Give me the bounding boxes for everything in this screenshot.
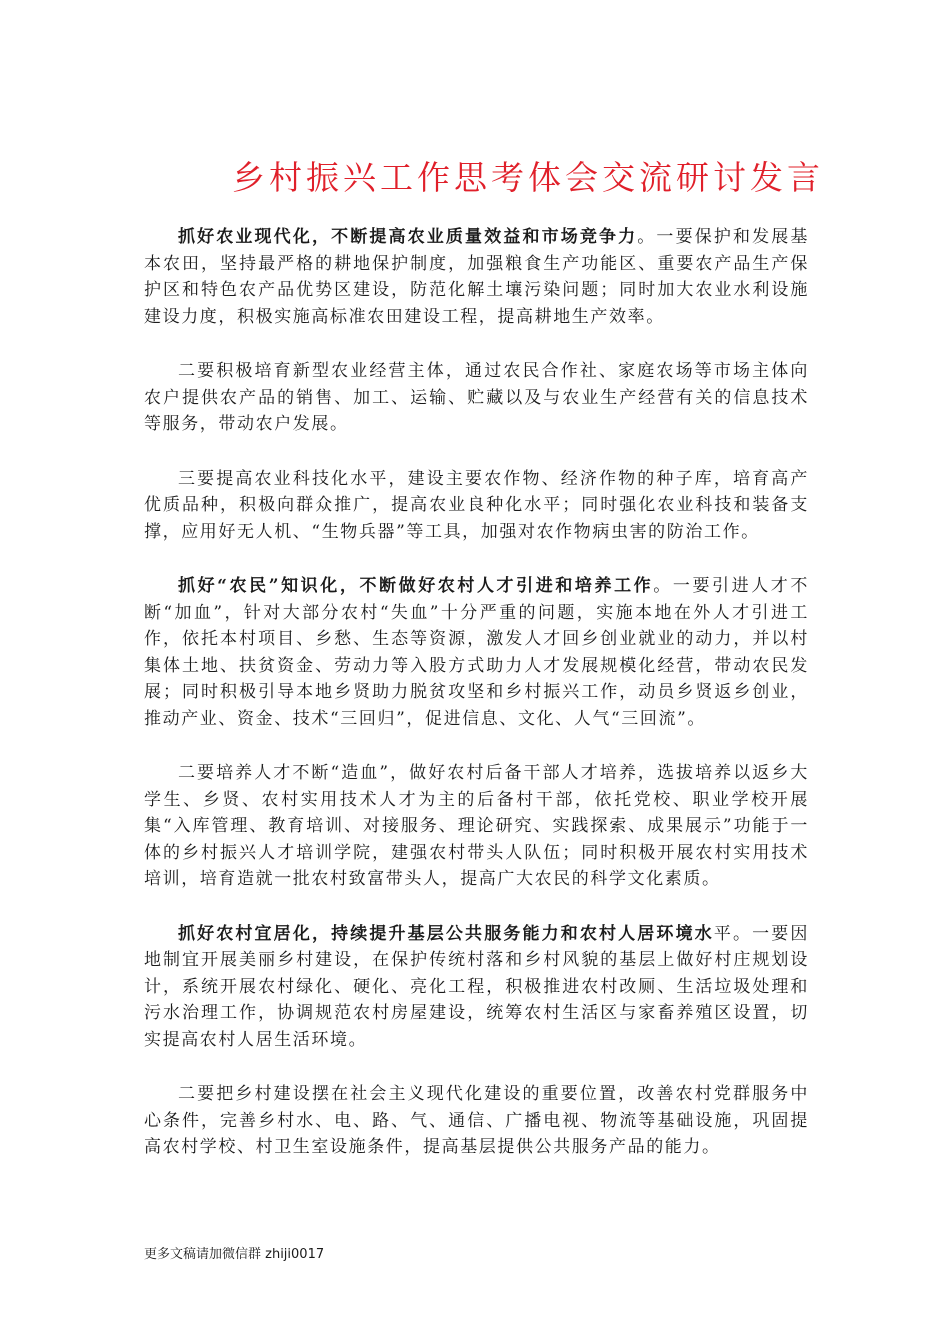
document-body: [144, 224, 809, 1189]
paragraph-text: 三要提高农业科技化水平，建设主要农作物、经济作物的种子库，培育高产优质品种，积极向群众推广，提高农业良种化水平；同时强化农业科技和装备支撑，应用好无人机、“生物兵器”等工具，加强对农作物病虫害的防治工作。: [144, 468, 809, 542]
paragraph-text: 二要把乡村建设摆在社会主义现代化建设的重要位置，改善农村党群服务中心条件，完善乡村水、电、路、气、通信、广播电视、物流等基础设施，巩固提高农村学校、村卫生室设施条件，提高基层提供公共服务产品的能力。: [144, 1084, 809, 1157]
paragraph-text: 二要培养人才不断“造血”，做好农村后备干部人才培养，选拔培养以返乡大学生、乡贤、农村实用技术人才为主的后备村干部，依托党校、职业学校开展集“入库管理、教育培训、对接服务、理论研究、实践探索、成果展示”功能于一体的乡村振兴人才培训学院，建强农村带头人队伍；同时积极开展农村实用技术培训，培育造就一批农村致富带头人，提高广大农民的科学文化素质。: [144, 763, 809, 889]
paragraph-5: [144, 760, 809, 893]
footer-note: 更多文稿请加微信群 zhiji0017: [144, 1247, 325, 1262]
paragraph-text: 平。一要因地制宜开展美丽乡村建设，在保护传统村落和乡村风貌的基层上做好村庄规划设计，系统开展农村绿化、硬化、亮化工程，积极推进农村改厕、生活垃圾处理和污水治理工作，协调规范农村房屋建设，统筹农村生活区与家畜养殖区设置，切实提高农村人居生活环境。: [144, 923, 809, 1050]
paragraph-heading: 抓好农村宜居化，持续提升基层公共服务能力和农村人居环境水: [178, 923, 714, 944]
paragraph-1: [144, 224, 809, 330]
paragraph-2: [144, 358, 809, 438]
paragraph-3: [144, 466, 809, 546]
paragraph-heading: 抓好“农民”知识化，不断做好农村人才引进和培养工作: [178, 576, 654, 596]
paragraph-6: [144, 921, 809, 1054]
paragraph-text: 。一要保护和发展基本农田，坚持最严格的耕地保护制度，加强粮食生产功能区、重要农产品生产保护区和特色农产品优势区建设，防范化解土壤污染问题；同时加大农业水利设施建设力度，积极实施高标准农田建设工程，提高耕地生产效率。: [144, 227, 809, 327]
paragraph-heading: 抓好农业现代化，不断提高农业质量效益和市场竞争力: [178, 227, 638, 247]
paragraph-text: 二要积极培育新型农业经营主体，通过农民合作社、家庭农场等市场主体向农户提供农产品的销售、加工、运输、贮藏以及与农业生产经营有关的信息技术等服务，带动农户发展。: [144, 361, 809, 434]
paragraph-7: [144, 1081, 809, 1161]
paragraph-text: 。一要引进人才不断“加血”，针对大部分农村“失血”十分严重的问题，实施本地在外人才引进工作，依托本村项目、乡愁、生态等资源，激发人才回乡创业就业的动力，并以村集体土地、扶贫资金、劳动力等入股方式助力人才发展规模化经营，带动农民发展；同时积极引导本地乡贤助力脱贫攻坚和乡村振兴工作，动员乡贤返乡创业，推动产业、资金、技术“三回归”，促进信息、文化、人气“三回流”。: [144, 576, 809, 729]
document-title: 乡村振兴工作思考体会交流研讨发言: [232, 158, 824, 197]
paragraph-4: [144, 573, 809, 732]
